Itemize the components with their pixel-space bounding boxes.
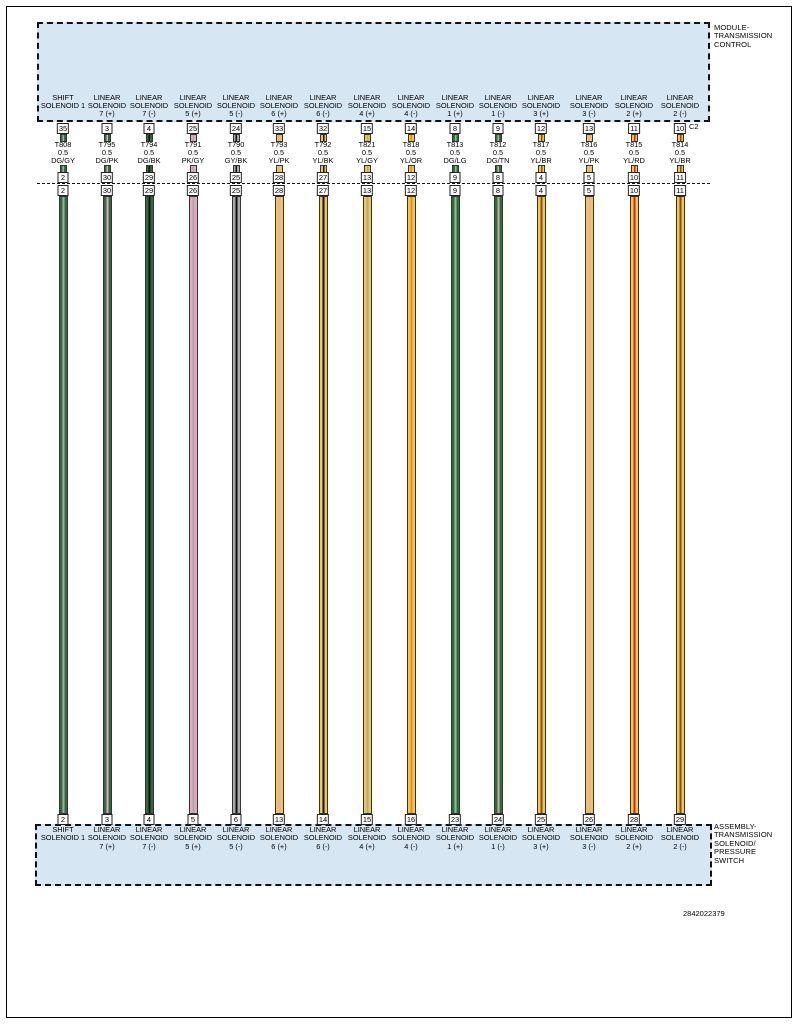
- assembly-pin: 5: [188, 814, 199, 825]
- assembly-pin-function-line2: SOLENOID: [660, 833, 700, 842]
- assembly-pin-function-line2: SOLENOID: [129, 833, 169, 842]
- module-pin: 4: [144, 123, 155, 134]
- assembly-pin-function-line3: 3 (-): [582, 842, 596, 851]
- assembly-pin-function-line1: SHIFT: [52, 825, 74, 834]
- inline-pin-top: 25: [231, 173, 241, 182]
- assembly-pin-function-line2: SOLENOID: [614, 833, 654, 842]
- inline-pin-top: 28: [274, 173, 284, 182]
- module-pin-function-line3: 4 (+): [359, 109, 375, 118]
- assembly-pin-function-line3: 2 (-): [673, 842, 687, 851]
- assembly-pin-function-line2: SOLENOID: [521, 833, 561, 842]
- module-pin-function-line2: SOLENOID: [129, 101, 169, 110]
- assembly-pin-function-line2: SOLENOID: [216, 833, 256, 842]
- wire-color: DG/BK: [137, 156, 161, 165]
- assembly-pin-function-line3: 1 (+): [447, 842, 463, 851]
- inline-pin-bottom: 12: [406, 186, 416, 195]
- module-pin: 3: [102, 123, 113, 134]
- wire-gauge: 0.5: [317, 148, 329, 157]
- inline-pin-top: 29: [144, 173, 154, 182]
- module-pin-function-line3: 5 (-): [229, 109, 243, 118]
- assembly-pin-function-line2: SOLENOID: [435, 833, 475, 842]
- module-pin-function-line2: SOLENOID: [216, 101, 256, 110]
- assembly-pin-function-line3: 6 (+): [271, 842, 287, 851]
- circuit-number: T795: [98, 140, 116, 149]
- assembly-pin: 3: [102, 814, 113, 825]
- circuit-column: [655, 0, 705, 1024]
- inline-pin-bottom: 28: [274, 186, 284, 195]
- inline-pin-top: 5: [584, 172, 595, 183]
- inline-pin-bottom: 8: [493, 185, 504, 196]
- inline-pin-bottom: 29: [144, 186, 154, 195]
- circuit-number: T818: [402, 140, 420, 149]
- assembly-pin: 15: [362, 815, 372, 824]
- assembly-pin-function-line3: 2 (+): [626, 842, 642, 851]
- assembly-pin: 4: [144, 814, 155, 825]
- module-label-line: MODULE-: [714, 23, 750, 32]
- module-pin-function-line3: 3 (-): [582, 109, 596, 118]
- circuit-column: [564, 0, 614, 1024]
- wire-gauge: 0.5: [57, 148, 69, 157]
- inline-pin-bottom: 25: [231, 186, 241, 195]
- wire-gauge: 0.5: [674, 148, 686, 157]
- circuit-number: T790: [227, 140, 245, 149]
- inline-pin-bottom: 9: [450, 185, 461, 196]
- module-pin-function-line3: 2 (-): [673, 109, 687, 118]
- wire-color: DG/PK: [95, 156, 119, 165]
- module-pin-function-line2: SOLENOID: [614, 101, 654, 110]
- module-pin-function-line2: SOLENOID: [347, 101, 387, 110]
- assembly-pin-function-line3: 5 (+): [185, 842, 201, 851]
- module-pin-function-line2: SOLENOID: [259, 101, 299, 110]
- wire-gauge: 0.5: [628, 148, 640, 157]
- assembly-pin-function-line2: SOLENOID: [173, 833, 213, 842]
- wire: [630, 196, 639, 814]
- assembly-pin-function-line1: LINEAR: [441, 825, 469, 834]
- module-pin-function-line2: SOLENOID 1: [40, 101, 86, 110]
- module-pin: 8: [450, 123, 461, 134]
- assembly-pin-function-line1: LINEAR: [353, 825, 381, 834]
- assembly-pin-function-line2: SOLENOID: [259, 833, 299, 842]
- assembly-pin-function-line1: LINEAR: [397, 825, 425, 834]
- wire-color: YL/PK: [268, 156, 290, 165]
- assembly-pin: 13: [274, 815, 284, 824]
- assembly-pin-function-line3: 4 (+): [359, 842, 375, 851]
- circuit-number: T815: [625, 140, 643, 149]
- module-pin-function-line1: LINEAR: [666, 93, 694, 102]
- assembly-pin-function-line1: LINEAR: [222, 825, 250, 834]
- wire-color: DG/TN: [486, 156, 510, 165]
- module-pin: 12: [536, 124, 546, 133]
- wire: [319, 196, 328, 814]
- assembly-pin-function-line1: LINEAR: [620, 825, 648, 834]
- module-pin-function-line3: 1 (-): [491, 109, 505, 118]
- inline-pin-top: 13: [362, 173, 372, 182]
- assembly-pin-function-line3: 7 (-): [142, 842, 156, 851]
- wire-gauge: 0.5: [230, 148, 242, 157]
- inline-pin-top: 30: [102, 173, 112, 182]
- module-pin-function-line1: LINEAR: [575, 93, 603, 102]
- module-pin-function-line3: 7 (+): [99, 109, 115, 118]
- module-pin: 25: [188, 124, 198, 133]
- wire: [232, 196, 241, 814]
- assembly-pin-function-line2: SOLENOID: [87, 833, 127, 842]
- wire-gauge: 0.5: [583, 148, 595, 157]
- wire: [189, 196, 198, 814]
- inline-pin-top: 11: [676, 173, 684, 182]
- module-pin-function-line2: SOLENOID: [521, 101, 561, 110]
- wire-gauge: 0.5: [143, 148, 155, 157]
- module-pin: 15: [362, 124, 372, 133]
- module-pin-function-line3: 1 (+): [447, 109, 463, 118]
- wire: [103, 196, 112, 814]
- assembly-pin-function-line3: 7 (+): [99, 842, 115, 851]
- assembly-pin-function-line3: 3 (+): [533, 842, 549, 851]
- assembly-pin-function-line1: LINEAR: [527, 825, 555, 834]
- assembly-pin-function-line2: SOLENOID: [478, 833, 518, 842]
- assembly-label: [714, 823, 772, 865]
- assembly-pin-function-line1: LINEAR: [265, 825, 293, 834]
- module-pin-function-line2: SOLENOID: [478, 101, 518, 110]
- circuit-number: T813: [446, 140, 464, 149]
- inline-pin-bottom: 4: [536, 185, 547, 196]
- circuit-column: [342, 0, 392, 1024]
- assembly-label-line: TRANSMISSION: [714, 830, 773, 840]
- wire: [145, 196, 154, 814]
- assembly-pin-function-line3: 4 (-): [404, 842, 418, 851]
- module-pin-function-line1: LINEAR: [93, 93, 121, 102]
- wire-color: DG/LG: [443, 156, 467, 165]
- circuit-number: T817: [532, 140, 550, 149]
- wire: [275, 196, 284, 814]
- wire-gauge: 0.5: [535, 148, 547, 157]
- wire-color: YL/GY: [356, 156, 378, 165]
- wire: [537, 196, 546, 814]
- wire-gauge: 0.5: [361, 148, 373, 157]
- module-pin-function-line1: SHIFT: [52, 93, 74, 102]
- wire-gauge: 0.5: [492, 148, 504, 157]
- circuit-number: T816: [580, 140, 598, 149]
- wire-gauge: 0.5: [187, 148, 199, 157]
- module-pin: 9: [493, 123, 504, 134]
- wire: [407, 196, 416, 814]
- wire: [676, 196, 685, 814]
- wire: [494, 196, 503, 814]
- module-pin-function-line2: SOLENOID: [391, 101, 431, 110]
- circuit-number: T791: [184, 140, 202, 149]
- module-pin-function-line2: SOLENOID: [660, 101, 700, 110]
- wire-color: YL/PK: [578, 156, 600, 165]
- module-pin: 35: [58, 124, 68, 133]
- wire-color: PK/GY: [181, 156, 205, 165]
- circuit-number: T812: [489, 140, 507, 149]
- inline-pin-bottom: 5: [584, 185, 595, 196]
- module-pin-function-line2: SOLENOID: [303, 101, 343, 110]
- module-label: [714, 24, 772, 49]
- inline-pin-top: 26: [188, 173, 198, 182]
- assembly-label-line: ASSEMBLY-: [714, 822, 757, 831]
- module-pin-function-line1: LINEAR: [353, 93, 381, 102]
- module-pin-function-line3: 3 (+): [533, 109, 549, 118]
- inline-pin-top: 9: [450, 172, 461, 183]
- assembly-label-line: PRESSURE: [714, 847, 757, 857]
- module-pin-function-line1: LINEAR: [265, 93, 293, 102]
- wire-gauge: 0.5: [405, 148, 417, 157]
- circuit-number: T792: [314, 140, 332, 149]
- circuit-number: T814: [671, 140, 689, 149]
- module-label-line: CONTROL: [714, 39, 752, 49]
- assembly-pin-function-line2: SOLENOID 1: [40, 833, 86, 842]
- assembly-pin-function-line2: SOLENOID: [569, 833, 609, 842]
- inline-pin-top: 4: [536, 172, 547, 183]
- inline-pin-bottom: 27: [318, 186, 328, 195]
- assembly-pin-function-line1: LINEAR: [93, 825, 121, 834]
- module-pin-function-line3: 2 (+): [626, 109, 642, 118]
- circuit-number: T793: [270, 140, 288, 149]
- module-pin-function-line3: 6 (+): [271, 109, 287, 118]
- wire-color: YL/RD: [623, 156, 645, 165]
- assembly-pin-function-line1: LINEAR: [666, 825, 694, 834]
- assembly-pin: 24: [493, 815, 503, 824]
- module-pin-function-line2: SOLENOID: [569, 101, 609, 110]
- inline-pin-top: 12: [406, 173, 416, 182]
- module-pin-function-line1: LINEAR: [441, 93, 469, 102]
- circuit-column: [298, 0, 348, 1024]
- module-pin-function-line2: SOLENOID: [435, 101, 475, 110]
- wire: [363, 196, 372, 814]
- assembly-pin-function-line1: LINEAR: [484, 825, 512, 834]
- assembly-pin: 2: [58, 814, 69, 825]
- assembly-pin-function-line2: SOLENOID: [391, 833, 431, 842]
- circuit-number: T794: [140, 140, 158, 149]
- inline-pin-top: 27: [318, 173, 328, 182]
- inline-pin-top: 10: [629, 173, 639, 182]
- wire-color: YL/BR: [669, 156, 691, 165]
- module-pin-function-line3: 7 (-): [142, 109, 156, 118]
- assembly-pin: 16: [406, 815, 416, 824]
- circuit-number: T821: [358, 140, 376, 149]
- assembly-pin-function-line1: LINEAR: [309, 825, 337, 834]
- inline-pin-bottom: 30: [102, 186, 112, 195]
- module-pin-function-line1: LINEAR: [179, 93, 207, 102]
- module-pin: 10: [675, 124, 685, 133]
- module-pin: 24: [231, 124, 241, 133]
- wire: [451, 196, 460, 814]
- assembly-label-line: SOLENOID/: [714, 838, 756, 848]
- wire-gauge: 0.5: [273, 148, 285, 157]
- module-pin-function-line1: LINEAR: [527, 93, 555, 102]
- assembly-pin: 6: [231, 814, 242, 825]
- assembly-pin: 28: [629, 815, 639, 824]
- connector-c2-label: C2: [689, 122, 699, 131]
- assembly-pin-function-line1: LINEAR: [135, 825, 163, 834]
- inline-pin-bottom: 10: [629, 186, 639, 195]
- circuit-column: [609, 0, 659, 1024]
- assembly-pin-function-line1: LINEAR: [575, 825, 603, 834]
- assembly-pin-function-line3: 5 (-): [229, 842, 243, 851]
- module-label-line: TRANSMISSION: [714, 31, 773, 41]
- module-pin-function-line1: LINEAR: [484, 93, 512, 102]
- wire-gauge: 0.5: [101, 148, 113, 157]
- assembly-pin: 26: [584, 815, 594, 824]
- module-pin-function-line3: 6 (-): [316, 109, 330, 118]
- assembly-pin-function-line3: 6 (-): [316, 842, 330, 851]
- module-pin: 32: [318, 124, 328, 133]
- circuit-column: [254, 0, 304, 1024]
- assembly-pin: 14: [318, 815, 328, 824]
- wire: [59, 196, 68, 814]
- inline-pin-bottom: 2: [58, 185, 69, 196]
- module-pin: 11: [630, 124, 638, 133]
- module-pin-function-line1: LINEAR: [135, 93, 163, 102]
- module-pin-function-line1: LINEAR: [397, 93, 425, 102]
- wire-color: GY/BK: [224, 156, 248, 165]
- module-pin-function-line2: SOLENOID: [87, 101, 127, 110]
- wire-color: YL/BR: [530, 156, 552, 165]
- inline-pin-bottom: 11: [676, 186, 684, 195]
- wire-gauge: 0.5: [449, 148, 461, 157]
- module-pin-function-line1: LINEAR: [309, 93, 337, 102]
- module-pin: 13: [584, 124, 594, 133]
- assembly-pin-function-line1: LINEAR: [179, 825, 207, 834]
- inline-pin-top: 8: [493, 172, 504, 183]
- module-pin: 33: [274, 124, 284, 133]
- assembly-pin-function-line3: 1 (-): [491, 842, 505, 851]
- assembly-pin-function-line2: SOLENOID: [303, 833, 343, 842]
- wire-color: YL/OR: [399, 156, 423, 165]
- circuit-column: [124, 0, 174, 1024]
- circuit-number: T808: [54, 140, 72, 149]
- assembly-pin: 25: [536, 815, 546, 824]
- module-pin-function-line1: LINEAR: [222, 93, 250, 102]
- module-pin-function-line3: 4 (-): [404, 109, 418, 118]
- assembly-pin: 29: [675, 815, 685, 824]
- module-pin: 14: [406, 124, 416, 133]
- module-pin-function-line2: SOLENOID: [173, 101, 213, 110]
- assembly-pin-function-line2: SOLENOID: [347, 833, 387, 842]
- diagram-id: 2842022379: [683, 909, 725, 918]
- wire-color: DG/GY: [51, 156, 75, 165]
- circuit-column: [516, 0, 566, 1024]
- wire-color: YL/BK: [312, 156, 334, 165]
- inline-pin-top: 2: [58, 172, 69, 183]
- circuit-column: [386, 0, 436, 1024]
- module-pin-function-line1: LINEAR: [620, 93, 648, 102]
- module-pin-function-line3: 5 (+): [185, 109, 201, 118]
- assembly-pin: 23: [450, 815, 460, 824]
- circuit-column: [38, 0, 88, 1024]
- assembly-label-line: SWITCH: [714, 855, 745, 865]
- wire: [585, 196, 594, 814]
- inline-pin-bottom: 13: [362, 186, 372, 195]
- inline-pin-bottom: 26: [188, 186, 198, 195]
